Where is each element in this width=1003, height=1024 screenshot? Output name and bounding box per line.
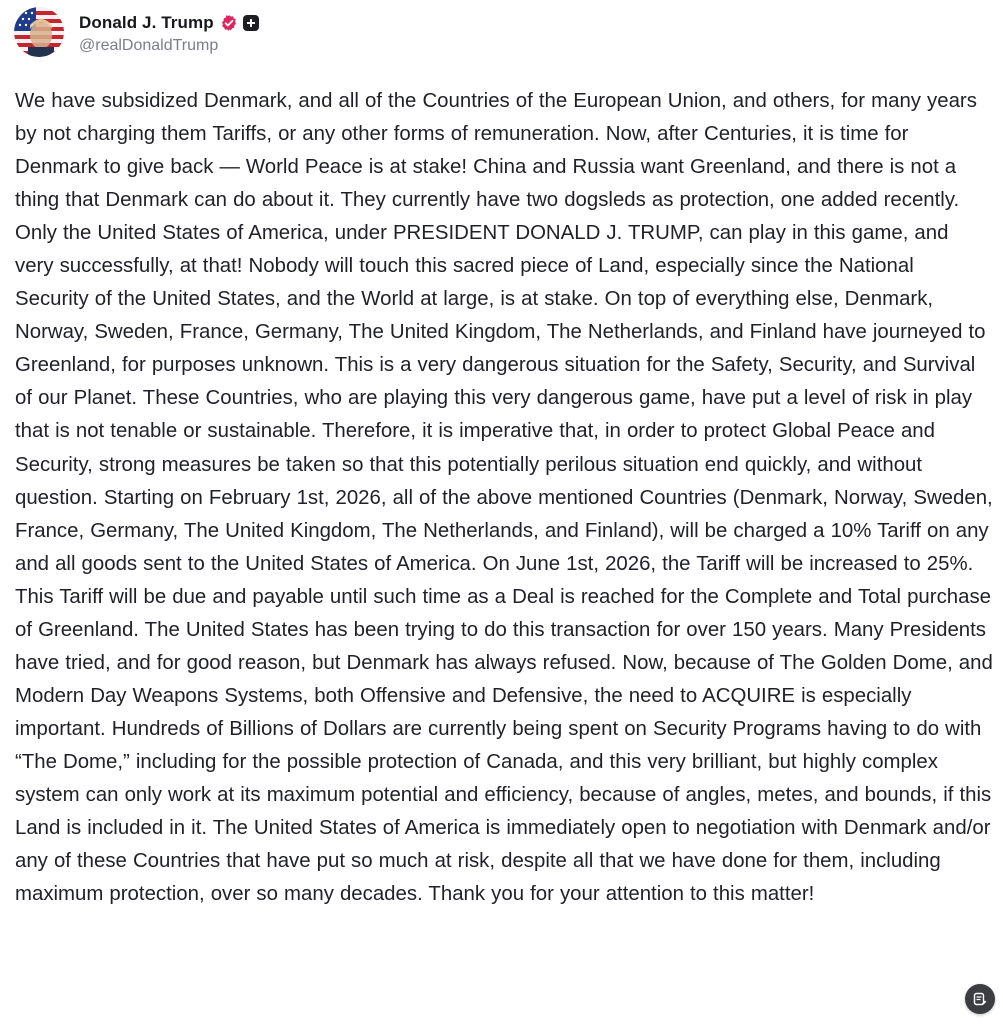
display-name[interactable]: Donald J. Trump <box>79 12 214 32</box>
name-row <box>79 10 259 36</box>
verified-badge-icon <box>220 14 238 32</box>
plus-badge-icon <box>243 15 259 31</box>
handle[interactable]: @realDonaldTrump <box>79 36 219 54</box>
post-body-text: We have subsidized Denmark, and all of the Countries of the European Union, and others, for many years by not charging them Tariffs, or any other forms of remuneration. Now, after Centuries, it is time for Denmark to give back — World Peace is at stake! China and Russia want Greenland, and there is not a thing that Denmark can do about it. They currently have two dogsleds as protection, one added recently. Only the United States of America, under PRESIDENT DONALD J. TRUMP, can play in this game, and very successfully, at that! Nobody will touch this sacred piece of Land, especially since the National Security of the United States, and the World at large, is at stake. On top of everything else, Denmark, Norway, Sweden, France, Germany, The United Kingdom, The Netherlands, and Finland have journeyed to Greenland, for purposes unknown. This is a very dangerous situation for the Safety, Security, and Survival of our Planet. These Countries, who are playing this very dangerous game, have put a level of risk in play that is not tenable or sustainable. Therefore, it is imperative that, in order to protect Global Peace and Security, strong measures be taken so that this potentially perilous situation end quickly, and without question. Starting on February 1st, 2026, all of the above mentioned Countries (Denmark, Norway, Sweden, France, Germany, The United Kingdom, The Netherlands, and Finland), will be charged a 10% Tariff on any and all goods sent to the United States of America. On June 1st, 2026, the Tariff will be increased to 25%. This Tariff will be due and payable until such time as a Deal is reached for the Complete and Total purchase of Greenland. The United States has been trying to do this transaction for over 150 years. Many Presidents have tried, and for good reason, but Denmark has always refused. Now, because of The Golden Dome, and Modern Day Weapons Systems, both Offensive and Defensive, the need to ACQUIRE is especially important. Hundreds of Billions of Dollars are currently being spent on Security Programs having to do with “The Dome,” including for the possible protection of Canada, and this very brilliant, but highly complex system can only work at its maximum potential and efficiency, because of angles, metes, and bounds, if this Land is included in it. The United States of America is immediately open to negotiation with Denmark and/or any of these Countries that have put so much at risk, despite all that we have done for them, including maximum protection, over so many decades. Thank you for your attention to this matter! <box>15 90 993 906</box>
author-info <box>79 10 259 55</box>
post-header <box>14 6 259 58</box>
flag-portrait-avatar-icon <box>14 7 64 57</box>
bookmark-edit-icon <box>972 991 988 1007</box>
avatar[interactable] <box>14 7 64 57</box>
floating-action-button[interactable] <box>965 984 995 1014</box>
